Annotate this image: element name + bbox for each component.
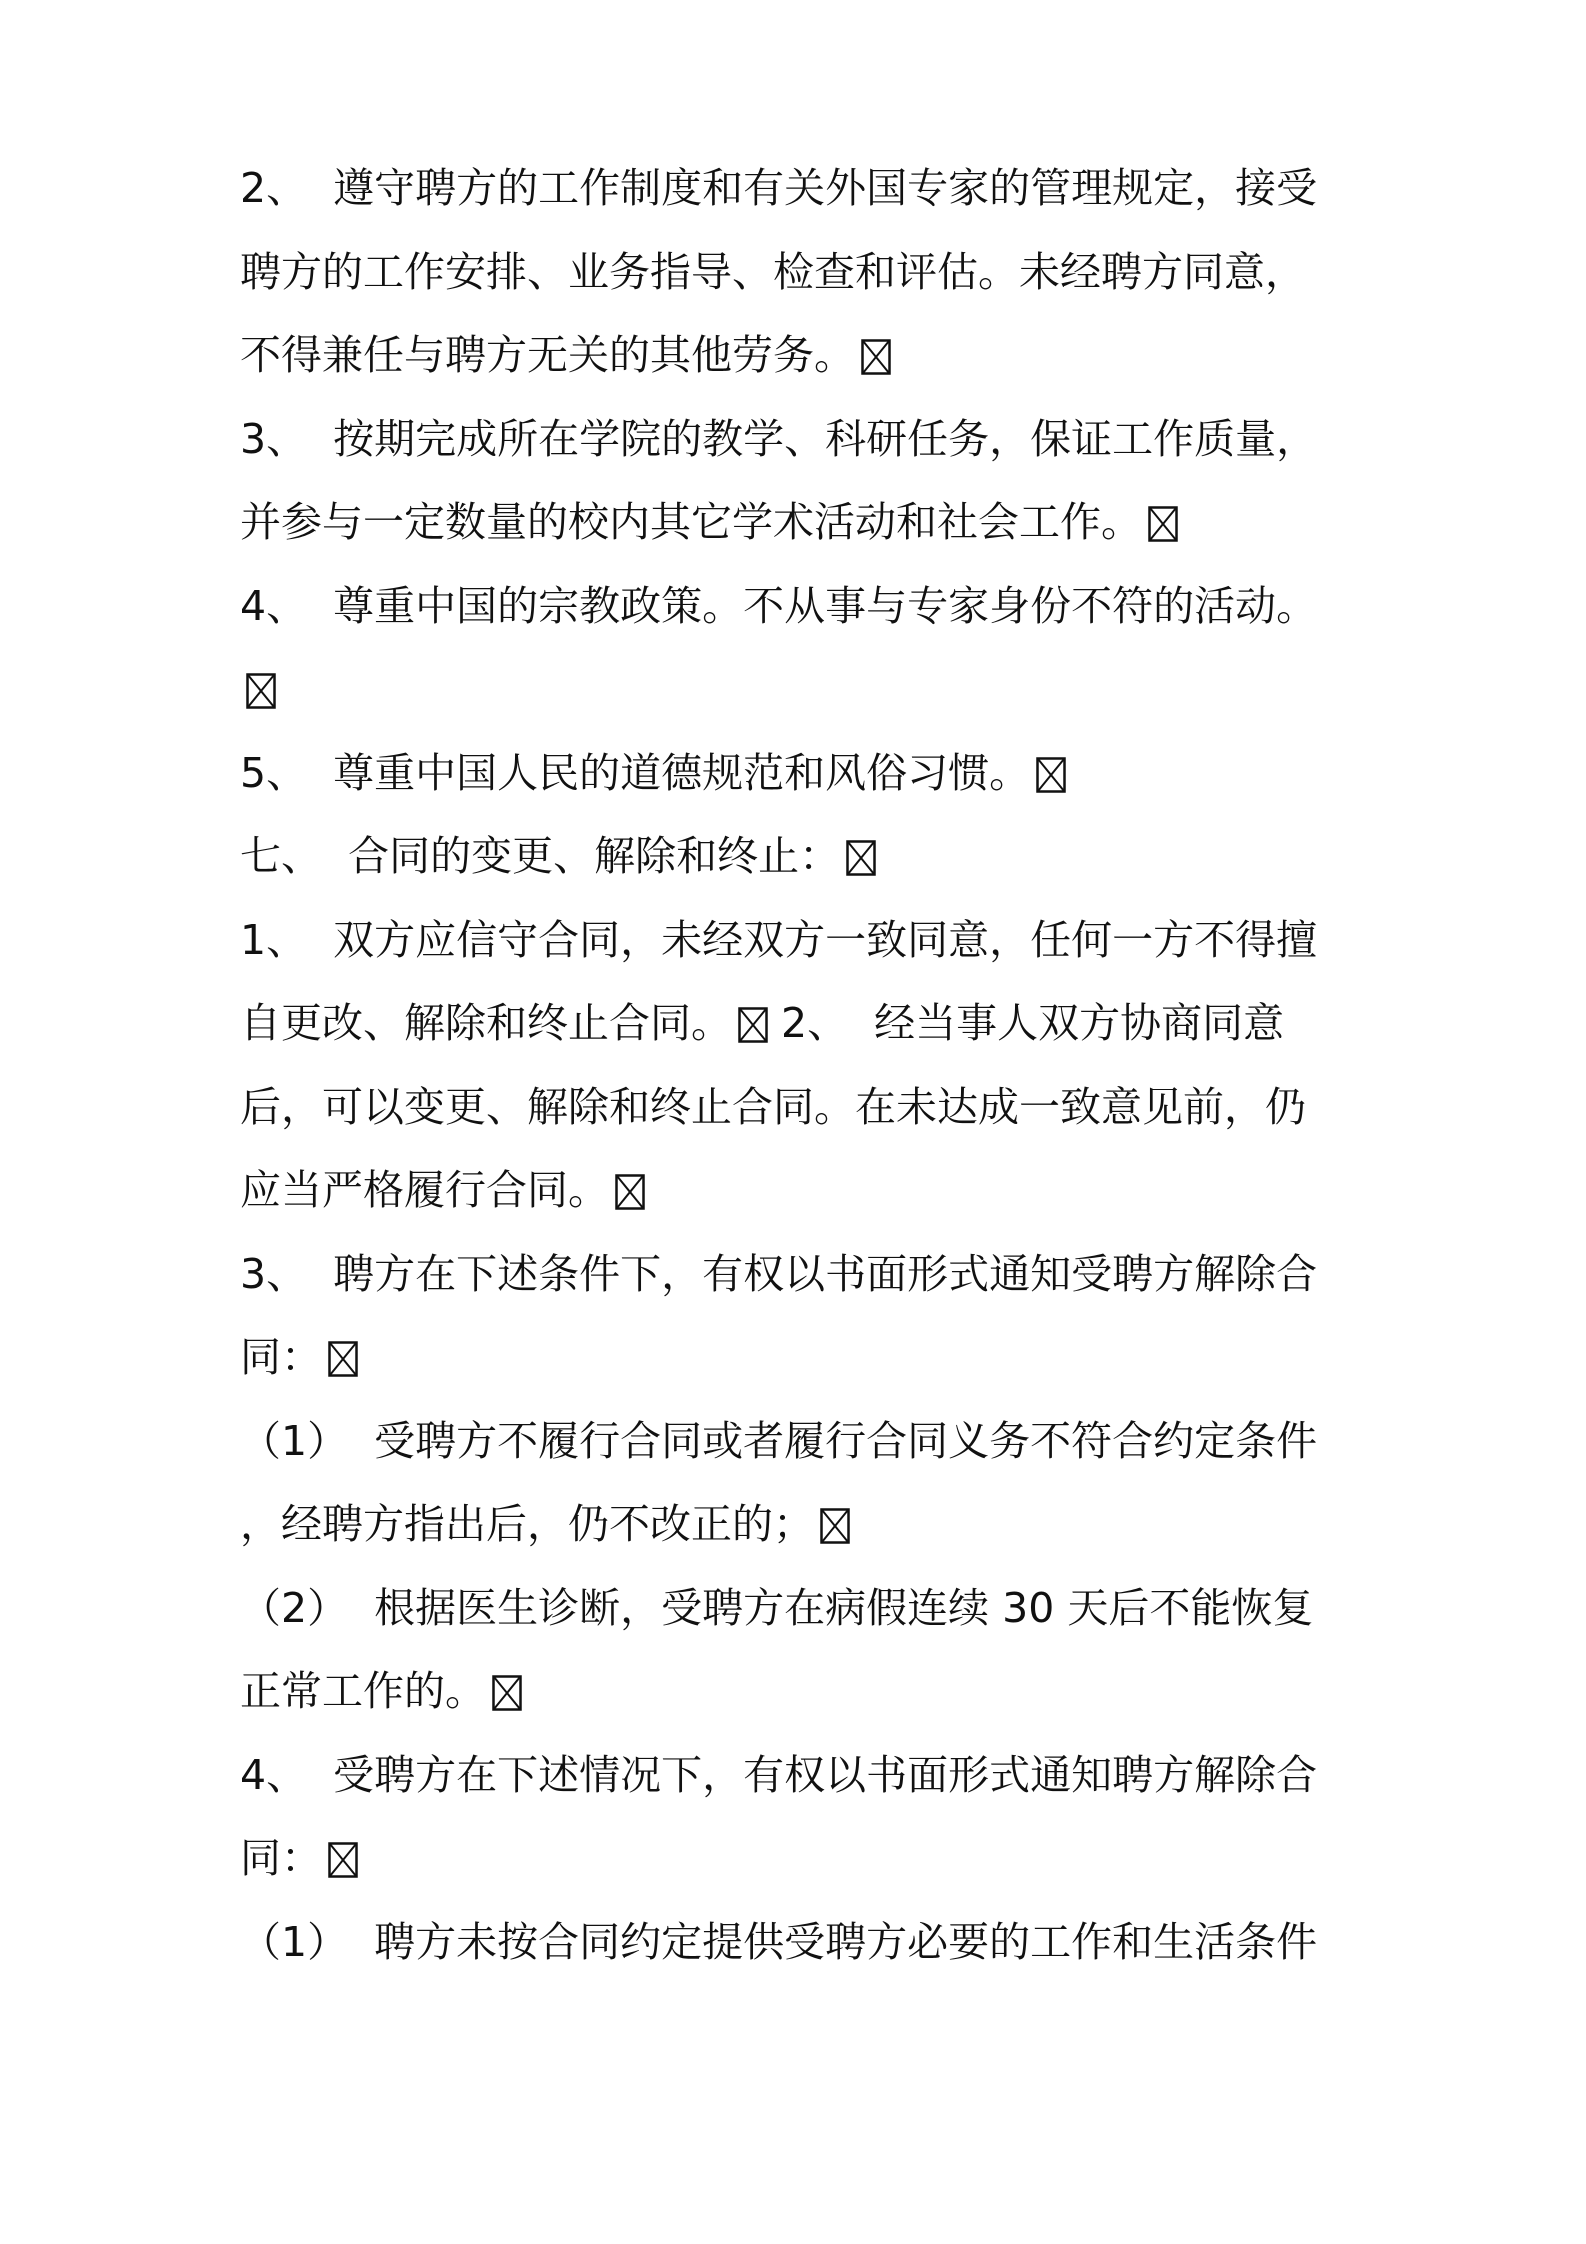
line-text: 聘方的工作安排、业务指导、检查和评估。未经聘方同意， <box>240 248 1306 296</box>
missing-glyph-box-icon <box>1036 757 1066 793</box>
text-line <box>240 814 876 898</box>
text-line <box>240 898 1317 982</box>
line-text: 同： <box>240 1834 322 1882</box>
text-line <box>240 1315 358 1399</box>
line-text: 不得兼任与聘方无关的其他劳务。 <box>240 331 855 379</box>
line-text: 1、 双方应信守合同，未经双方一致同意，任何一方不得擅 <box>240 916 1318 964</box>
text-line <box>240 397 1317 481</box>
line-text: （1） 聘方未按合同约定提供受聘方必要的工作和生活条件 <box>240 1918 1318 1966</box>
missing-glyph-box-icon <box>738 1007 768 1043</box>
line-text: 5、 尊重中国人民的道德规范和风俗习惯。 <box>240 749 1031 797</box>
text-line <box>240 480 1178 564</box>
missing-glyph-box-icon <box>492 1675 522 1711</box>
line-text: 自更改、解除和终止合同。 <box>240 999 732 1047</box>
line-text: 正常工作的。 <box>240 1667 486 1715</box>
text-line <box>240 1482 850 1566</box>
text-line <box>240 1399 1317 1483</box>
text-line <box>240 981 1284 1065</box>
text-line <box>240 313 891 397</box>
line-text: 2、 遵守聘方的工作制度和有关外国专家的管理规定，接受 <box>240 164 1318 212</box>
missing-glyph-box-icon <box>246 673 276 709</box>
text-line <box>240 146 1317 230</box>
line-text: 七、 合同的变更、解除和终止： <box>240 832 841 880</box>
text-line <box>240 1566 1313 1650</box>
text-line <box>240 731 1066 815</box>
text-line <box>240 230 1306 314</box>
line-text: （2） 根据医生诊断，受聘方在病假连续 30 天后不能恢复 <box>240 1584 1314 1632</box>
text-line <box>240 564 1317 648</box>
line-text: （1） 受聘方不履行合同或者履行合同义务不符合约定条件 <box>240 1417 1318 1465</box>
missing-glyph-box-icon <box>861 339 891 375</box>
line-text: 后，可以变更、解除和终止合同。在未达成一致意见前，仍 <box>240 1083 1306 1131</box>
text-line <box>240 647 276 731</box>
missing-glyph-box-icon <box>846 840 876 876</box>
text-line <box>240 1148 645 1232</box>
missing-glyph-box-icon <box>615 1174 645 1210</box>
text-line <box>240 1900 1317 1984</box>
line-text: 4、 尊重中国的宗教政策。不从事与专家身份不符的活动。 <box>240 582 1318 630</box>
missing-glyph-box-icon <box>328 1842 358 1878</box>
text-line <box>240 1649 522 1733</box>
text-line <box>240 1733 1317 1817</box>
line-text: 3、 按期完成所在学院的教学、科研任务，保证工作质量， <box>240 415 1318 463</box>
line-text: 4、 受聘方在下述情况下，有权以书面形式通知聘方解除合 <box>240 1751 1318 1799</box>
line-text: 应当严格履行合同。 <box>240 1166 609 1214</box>
line-text: 同： <box>240 1333 322 1381</box>
missing-glyph-box-icon <box>328 1341 358 1377</box>
line-text: 3、 聘方在下述条件下，有权以书面形式通知受聘方解除合 <box>240 1250 1318 1298</box>
text-line <box>240 1065 1306 1149</box>
missing-glyph-box-icon <box>820 1508 850 1544</box>
text-line <box>240 1816 358 1900</box>
line-text: ，经聘方指出后，仍不改正的； <box>240 1500 814 1548</box>
line-text-after: 2、 经当事人双方协商同意 <box>768 999 1285 1047</box>
missing-glyph-box-icon <box>1148 506 1178 542</box>
text-line <box>240 1232 1317 1316</box>
line-text: 并参与一定数量的校内其它学术活动和社会工作。 <box>240 498 1142 546</box>
